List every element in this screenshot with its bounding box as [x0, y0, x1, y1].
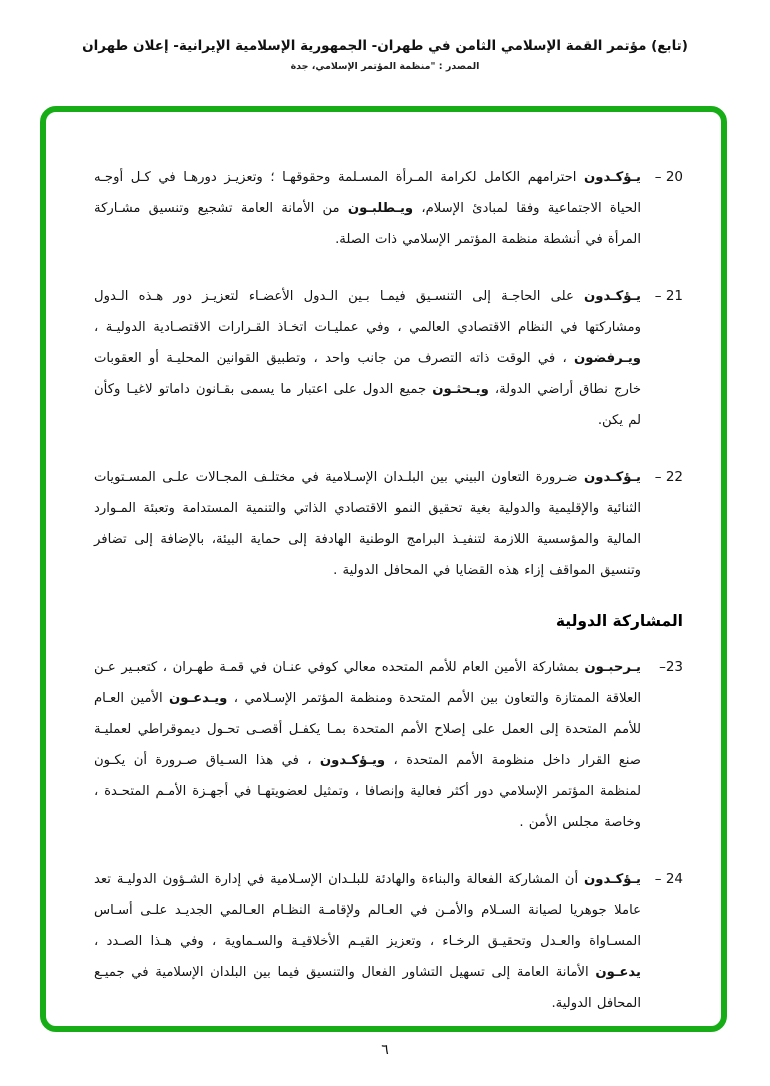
content-area	[94, 162, 683, 1045]
paragraph-number: 22 –	[654, 469, 683, 485]
paragraph-number: 20 –	[654, 169, 683, 185]
document-source: المصدر : "منظمة المؤتمر الإسلامي، جدة	[290, 61, 480, 72]
paragraph-number: 21 –	[654, 288, 683, 304]
page-number: ٦	[381, 1042, 389, 1058]
document-title: (تابع) مؤتمر القمة الإسلامي الثامن في طهران- الجمهورية الإسلامية الإيرانية- إعلان طهران	[82, 38, 688, 54]
numbered-paragraph	[94, 864, 683, 1019]
numbered-paragraph	[94, 652, 683, 838]
page-border	[40, 106, 727, 1032]
paragraph-number: 23–	[659, 659, 683, 675]
paragraph-text: يـرحبـون بمشاركة الأمين العام للأمم المتحده معالي كوفي عنـان في قمـة طهـران ، كتعبـير عـن العلاقة الممتازة والتعاون بين الأمم المتحدة ومنظمة المؤتمر الإسـلامي ، ويـدعـون الأمين العـام للأمم المتحدة إلى العمل على إصلاح الأمم المتحدة بمـا يكفـل أقصـى تحـول ديموقراطي لعمليـة صنع القرار داخل منظومة الأمم المتحدة ، ويـؤكـدون ، في هذا السـياق صـرورة أن يكـون لمنظمة المؤتمر الإسلامي دور أكثر فعالية وإنصافا ، وتمثيل لعضويتهـا في أجهـزة الأمـم المتحـدة ، وخاصة مجلس الأمن .	[94, 660, 641, 830]
numbered-paragraph	[94, 462, 683, 586]
section-heading: المشاركة الدولية	[555, 612, 683, 630]
numbered-paragraph	[94, 281, 683, 436]
paragraph-text: يـؤكـدون احترامهم الكامل لكرامة المـرأة المسـلمة وحقوقهـا ؛ وتعزيـز دورهـا في كـل أوجـه الحياة الاجتماعية وفقا لمبادئ الإسلام، ويـطلبـون من الأمانة العامة تشجيع وتنسيق مشـاركة المرأة في أنشطة منظمة المؤتمر الإسلامي ذات الصلة.	[94, 170, 641, 247]
paragraph-text: يـؤكـدون على الحاجـة إلى التنسـيق فيمـا بـين الـدول الأعضـاء لتعزيـز دور هـذه الـدول ومشاركتها في النظام الاقتصادي العالمي ، وفي عمليـات اتخـاذ القـرارات الاقتصـادية الدوليـة ، ويـرفضون ، في الوقت ذاته التصرف من جانب واحد ، وتطبيق القوانين المحليـة أو العقوبات خارج نطاق أراضي الدولة، ويـحثـون جميع الدول على اعتبار ما يسمى بقـانون داماتو لاغيـا وكأن لم يكن.	[94, 289, 641, 428]
paragraph-text: يـؤكـدون ضـرورة التعاون البيني بين البلـدان الإسـلامية في مختلـف المجـالات علـى المسـتويات الثنائية والإقليمية والدولية بغية تحقيق النمو الاقتصادي الذاتي والتنمية المستدامة وتعبئة المـوارد المالية والمؤسسية اللازمة لتنفيـذ البرامج الوطنية الهادفة إلى حماية البيئة، بالإضافة إلى تضافر وتنسيق المواقف إزاء هذه القضايا في المحافل الدولية .	[94, 470, 641, 578]
numbered-paragraph	[94, 162, 683, 255]
paragraph-number: 24 –	[654, 871, 683, 887]
document-header	[0, 38, 770, 72]
paragraph-text: يـؤكـدون أن المشاركة الفعالة والبناءة والهادئة للبلـدان الإسـلامية في إدارة الشـؤون الدوليـة تعد عاملا جوهريا لصيانة السـلام والأمـن في العـالم ولإقامـة النظـام العـالمي الجديـد علـى أسـاس المسـاواة والعـدل وتحقيـق الرخـاء ، وتعزيز القيـم الأخلاقيـة والسـماوية ، وفي هـذا الصـدد ، يدعـون الأمانة العامة إلى تسهيل التشاور الفعال والتنسيق فيما بين البلدان الإسلامية في جميـع المحافل الدولية.	[94, 872, 641, 1011]
